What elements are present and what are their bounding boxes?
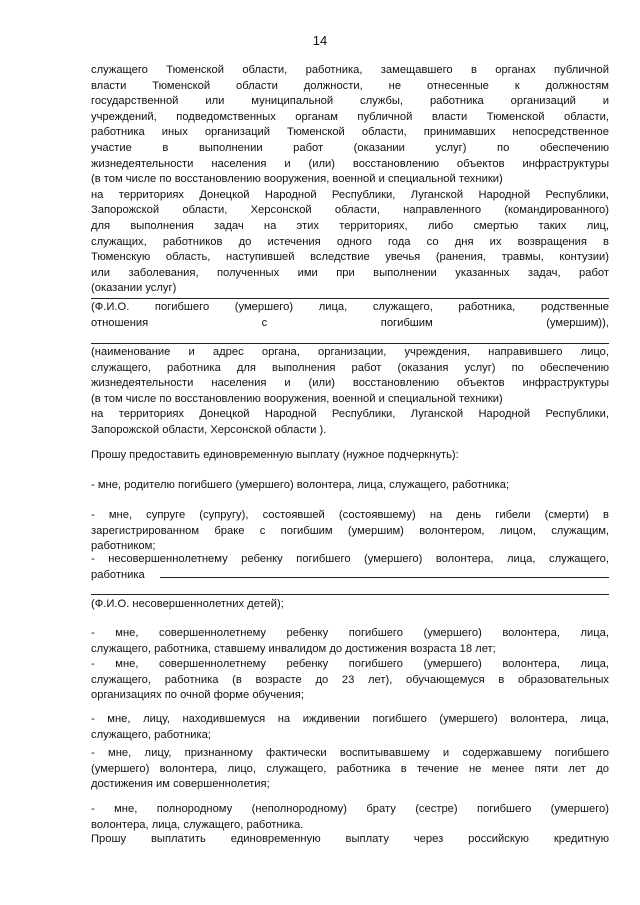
text-line: работником; bbox=[91, 540, 156, 553]
option-spouse bbox=[91, 508, 609, 555]
caption-organization bbox=[91, 345, 609, 439]
text-line: для выполнения задач на этих территориях, либо смертью таких лиц, bbox=[91, 219, 609, 232]
text-line: волонтера, лица, служащего, работника. bbox=[91, 818, 304, 831]
text-line: (оказании услуг) bbox=[91, 282, 177, 295]
fill-in-line-organization bbox=[91, 343, 609, 344]
text-line: или заболевания, полученных ими при выполнении указанных задач, работ bbox=[91, 266, 609, 279]
fill-in-line-fio bbox=[91, 298, 609, 299]
text-line: Прошу предоставить единовременную выплату (нужное подчеркнуть): bbox=[91, 449, 459, 461]
caption-line: жизнедеятельности населения и (или) восстановлению объектов инфраструктуры bbox=[91, 377, 609, 390]
text-line: зарегистрированном браке с погибшим (умершим) волонтером, лицом, служащим, bbox=[91, 524, 609, 537]
option-parent bbox=[91, 478, 609, 494]
text-line: служащего, работника, ставшему инвалидом до достижения возраста 18 лет; bbox=[91, 642, 496, 655]
text-line: учреждений, подведомственных органам публичной власти Тюменской области, bbox=[91, 110, 609, 123]
caption-line: (наименование и адрес органа, организации, учреждения, направившего лицо, bbox=[91, 346, 609, 358]
caption-line: (в том числе по восстановлению вооружения, военной и специальной техники) bbox=[91, 392, 503, 405]
text-line: (умершего) волонтера, лицо, служащего, работника в течение не менее пяти лет до bbox=[91, 762, 609, 775]
text-line: Тюменскую область, наступившей вследствие увечья (ранения, травмы, контузии) bbox=[91, 251, 609, 264]
text-line: достижения им совершеннолетия; bbox=[91, 778, 270, 791]
caption-fio bbox=[91, 300, 609, 331]
option-adult-child-student bbox=[91, 657, 609, 704]
caption-line: служащего, работника для выполнения работ (оказания услуг) по обеспечению bbox=[91, 361, 609, 374]
option-dependent bbox=[91, 712, 609, 743]
text-line: работника bbox=[91, 568, 145, 581]
text-line: участие в выполнении работ (оказании услуг) по обеспечению bbox=[91, 141, 609, 154]
text-line: - мне, лицу, находившемуся на иждивении погибшего (умершего) волонтера, лица, bbox=[91, 713, 609, 725]
text-line: жизнедеятельности населения и (или) восстановлению объектов инфраструктуры bbox=[91, 157, 609, 170]
option-guardian bbox=[91, 746, 609, 793]
caption-line: Запорожской области, Херсонской области ). bbox=[91, 423, 327, 436]
text-line: - мне, совершеннолетнему ребенку погибшего (умершего) волонтера, лица, bbox=[91, 658, 609, 670]
request-heading bbox=[91, 448, 609, 464]
fill-in-line-children bbox=[91, 594, 609, 595]
applicant-description bbox=[91, 63, 609, 297]
text-line: - мне, совершеннолетнему ребенку погибшего (умершего) волонтера, лица, bbox=[91, 627, 609, 639]
text-line: государственной или муниципальной службы, работника организаций и bbox=[91, 95, 609, 108]
option-minor-child bbox=[91, 552, 609, 583]
text-line: служащего, работника; bbox=[91, 728, 211, 741]
caption-line: на территориях Донецкой Народной Республики, Луганской Народной Республики, bbox=[91, 408, 609, 421]
text-line: - несовершеннолетнему ребенку погибшего (умершего) волонтера, лица, служащего, bbox=[91, 553, 609, 565]
text-line: - мне, родителю погибшего (умершего) волонтера, лица, служащего, работника; bbox=[91, 479, 510, 491]
text-line: организациях по очной форме обучения; bbox=[91, 689, 304, 702]
text-line: служащего Тюменской области, работника, замещавшего в органах публичной bbox=[91, 64, 609, 76]
caption-line: (Ф.И.О. несовершеннолетних детей); bbox=[91, 598, 284, 610]
page-number: 14 bbox=[312, 33, 328, 48]
text-line: (в том числе по восстановлению вооружения, военной и специальной техники) bbox=[91, 173, 503, 186]
text-line: служащего, работника (в возрасте до 23 лет), обучающемуся в образовательных bbox=[91, 673, 609, 686]
text-line: - мне, лицу, признанному фактически воспитывавшему и содержавшему погибшего bbox=[91, 747, 609, 759]
text-line: на территориях Донецкой Народной Республики, Луганской Народной Республики, bbox=[91, 188, 609, 201]
text-line: Запорожской области, Херсонской области, направленного (командированного) bbox=[91, 204, 609, 217]
fill-in-line-worker bbox=[160, 577, 609, 578]
text-line: власти Тюменской области должности, не отнесенные к должностям bbox=[91, 79, 609, 92]
text-line: служащих, работников до истечения одного года со дня их возвращения в bbox=[91, 235, 609, 248]
option-adult-child-disabled bbox=[91, 626, 609, 657]
text-line: - мне, полнородному (неполнородному) брату (сестре) погибшего (умершего) bbox=[91, 803, 609, 815]
caption-line: отношения с погибшим (умершим)), bbox=[91, 316, 609, 329]
caption-children bbox=[91, 597, 609, 613]
caption-line: (Ф.И.О. погибшего (умершего) лица, служащего, работника, родственные bbox=[91, 301, 609, 313]
text-line: Прошу выплатить единовременную выплату через российскую кредитную bbox=[91, 833, 609, 845]
option-sibling bbox=[91, 802, 609, 833]
text-line: работника иных организаций Тюменской области, принимавших непосредственное bbox=[91, 126, 609, 139]
text-line: - мне, супруге (супругу), состоявшей (состоявшему) на день гибели (смерти) в bbox=[91, 509, 609, 521]
payment-request bbox=[91, 832, 609, 848]
